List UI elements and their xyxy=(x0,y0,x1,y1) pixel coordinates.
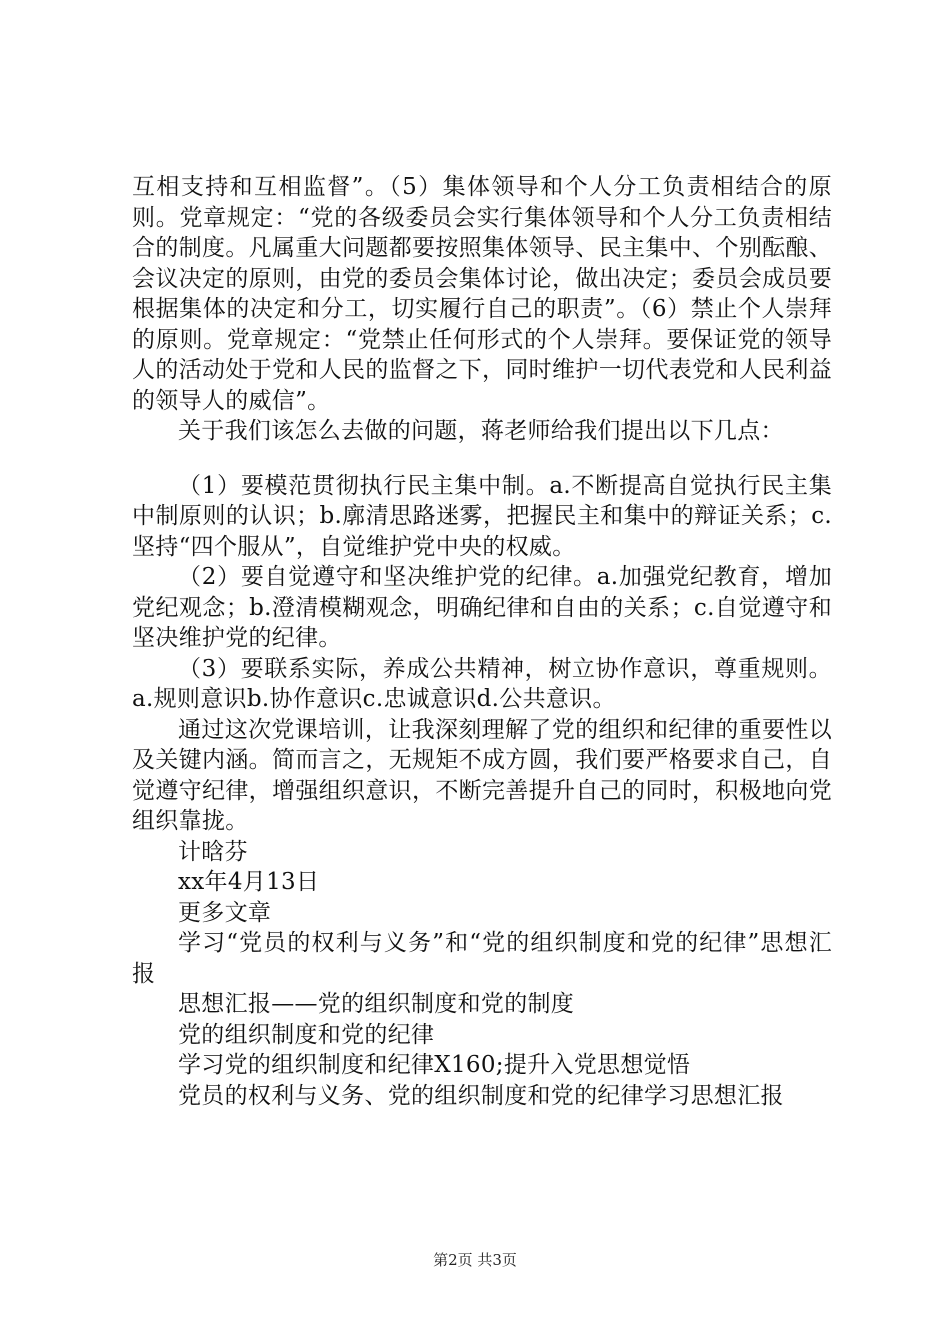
paragraph-conclusion: 通过这次党课培训，让我深刻理解了党的组织和纪律的重要性以及关键内涵。简而言之，无规矩不成方圆，我们要严格要求自己，自觉遵守纪律，增强组织意识，不断完善提升自己的同时，积极地向党组织靠拢。 xyxy=(132,716,832,834)
related-article-link[interactable]: 学习党的组织制度和纪律X160;提升入党思想觉悟 xyxy=(178,1052,691,1078)
related-article-link[interactable]: 学习“党员的权利与义务”和“党的组织制度和党的纪律”思想汇报 xyxy=(132,930,832,987)
author-name: 计晗芬 xyxy=(178,838,248,865)
paragraph-gap xyxy=(132,447,832,471)
paragraph-point-1: （1）要模范贯彻执行民主集中制。a.不断提高自觉执行民主集中制原则的认识；b.廓清思路迷雾，把握民主和集中的辩证关系；c.坚持“四个服从”，自觉维护党中央的权威。 xyxy=(132,472,832,560)
more-articles-heading: 更多文章 xyxy=(178,899,272,926)
paragraph-point-2: （2）要自觉遵守和坚决维护党的纪律。a.加强党纪教育，增加党纪观念；b.澄清模糊观念，明确纪律和自由的关系；c.自觉遵守和坚决维护党的纪律。 xyxy=(132,564,832,651)
related-article-link[interactable]: 思想汇报——党的组织制度和党的制度 xyxy=(178,991,575,1017)
page-number-footer: 第2页 共3页 xyxy=(433,1251,517,1269)
related-article-link[interactable]: 党员的权利与义务、党的组织制度和党的纪律学习思想汇报 xyxy=(178,1082,784,1109)
paragraph-principles: 互相支持和互相监督”。（5）集体领导和个人分工负责相结合的原则。党章规定：“党的各级委员会实行集体领导和个人分工负责相结合的制度。凡属重大问题都要按照集体领导、民主集中、个别酝酿、会议决定的原则，由党的委员会集体讨论，做出决定；委员会成员要根据集体的决定和分工，切实履行自己的职责”。（6）禁止个人崇拜的原则。党章规定：“党禁止任何形式的个人崇拜。要保证党的领导人的活动处于党和人民的监督之下，同时维护一切代表党和人民利益的领导人的威信”。 xyxy=(132,174,832,414)
paragraph-intro-points: 关于我们该怎么去做的问题，蒋老师给我们提出以下几点： xyxy=(178,418,784,444)
related-article-link[interactable]: 党的组织制度和党的纪律 xyxy=(178,1021,435,1048)
paragraph-point-3: （3）要联系实际，养成公共精神，树立协作意识，尊重规则。a.规则意识b.协作意识c.忠诚意识d.公共意识。 xyxy=(132,655,832,712)
document-date: xx年4月13日 xyxy=(178,869,320,895)
document-body xyxy=(132,172,832,1111)
